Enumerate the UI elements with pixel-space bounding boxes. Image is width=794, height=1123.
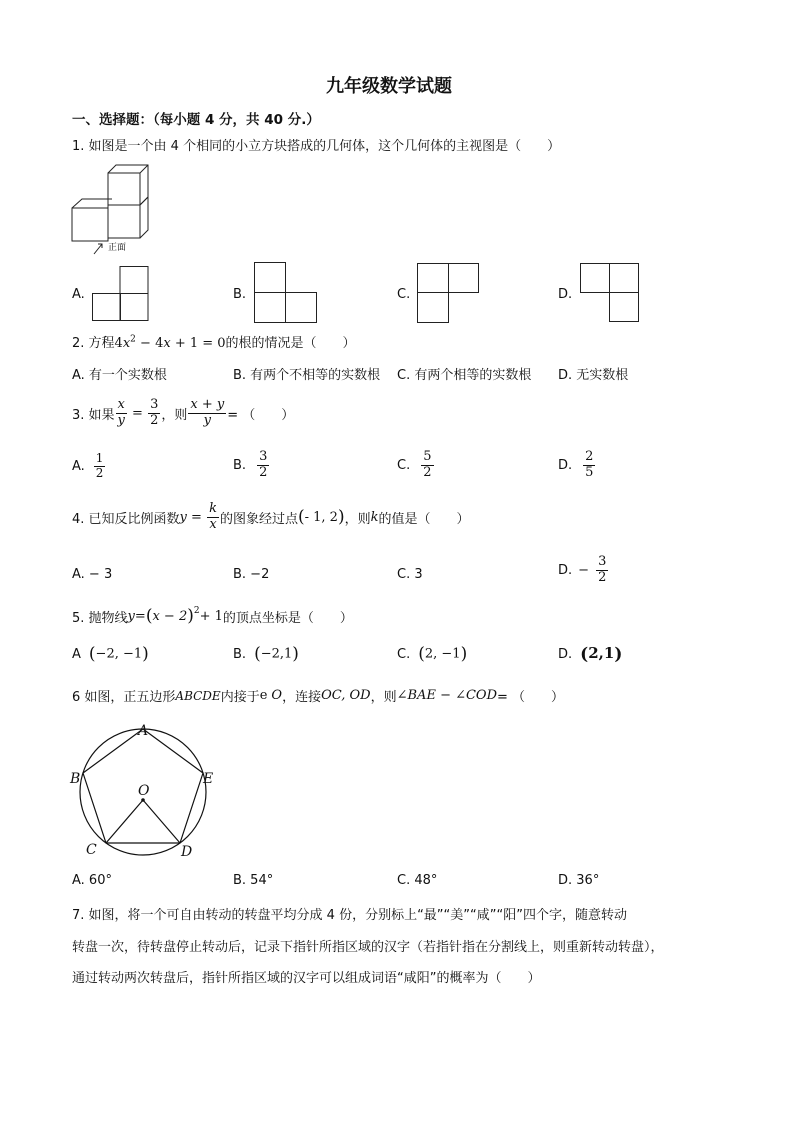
q5-eq-equals: = [134, 608, 146, 624]
question-3-stem: 3. 如果 $\frac{x}{y}$ = $\frac{3}{2}$ ，则 $\frac{x + y}{y}$ = （ ） [72, 397, 295, 428]
q5-option-d-label: D. [558, 646, 573, 662]
q3-f3-den: y [203, 412, 211, 428]
q1-option-b-label: B. [233, 287, 247, 302]
q6-pentagon: ABCDE [175, 688, 221, 703]
q5-suffix: 的顶点坐标是（ ） [222, 610, 353, 626]
q4-option-d [558, 555, 609, 586]
question-7-line-1: 7. 如图，将一个可自由转动的转盘平均分成 4 份，分别标上“最”“美”“咸”“阳”四个字，随意转动 [72, 908, 627, 923]
question-7-line-3: 通过转动两次转盘后，指针所指区域的汉字可以组成词语“咸阳”的概率为（ ） [72, 971, 541, 986]
q3-f3-num: x + y [190, 397, 225, 412]
q3-f1-den: y [117, 412, 125, 428]
q5-option-b-value: −2,1 [260, 646, 293, 662]
q5-option-a-label: A [72, 646, 81, 662]
q4-k: k [370, 509, 379, 525]
q6-expression: ∠BAE − ∠COD [396, 688, 498, 703]
q6-point-o: O [138, 783, 150, 799]
q2-eq-var1: x [122, 336, 131, 351]
q3-option-b-fraction [257, 450, 269, 481]
question-2-stem [72, 332, 356, 351]
q2-option-b: B. 有两个不相等的实数根 [233, 368, 381, 383]
q3-f1-num: x [117, 397, 125, 412]
q6-pentagon-figure [68, 720, 228, 868]
q3-ob-den: 2 [259, 464, 268, 480]
q3-oc-num: 5 [423, 449, 432, 464]
q5-eq-inner: x − 2 [152, 608, 188, 624]
q3-oc-den: 2 [423, 464, 432, 480]
q3-option-c-fraction [421, 450, 433, 481]
q2-option-a: A. 有一个实数根 [72, 368, 167, 383]
q2-option-c: C. 有两个相等的实数根 [397, 368, 532, 383]
q6-mid3: ，则 [370, 690, 397, 705]
q5-option-c-value: 2, −1 [424, 646, 461, 662]
q2-eq-exp: 2 [130, 334, 136, 345]
q1-front-label: 正面 [108, 243, 127, 253]
q1-option-c-label: C. [397, 287, 411, 302]
q3-fraction-xy [116, 398, 127, 429]
q4-point: - 1, 2 [304, 509, 338, 525]
q5-eq-plus: + 1 [199, 608, 223, 624]
question-5-stem: 5. 抛物线 y = ( x − 2 ) $^2$ + 1 的顶点坐标是（ ） [72, 606, 353, 626]
q4-option-d-label: D. [558, 562, 573, 578]
q4-option-c: C. 3 [397, 567, 423, 582]
q3-option-b [233, 450, 270, 481]
q5-eq-exp: 2 [193, 606, 200, 616]
q3-option-a-label: A. [72, 458, 85, 474]
q5-option-b-label: B. [233, 646, 247, 662]
q6-option-d: D. 36° [558, 873, 600, 888]
q3-oa-den: 2 [95, 465, 104, 480]
q5-option-a-value: −2, −1 [95, 646, 143, 662]
q1-option-b-figure [254, 262, 318, 324]
q3-option-a-fraction [94, 452, 106, 481]
q3-oa-num: 1 [95, 451, 104, 465]
question-7-line-2: 转盘一次，待转盘停止转动后，记录下指针所指区域的汉字（若指针指在分割线上，则重新转动转盘）， [72, 940, 664, 955]
question-4-stem: 4. 已知反比例函数 y = $\frac{k}{x}$ 的图象经过点 ( - 1, 2 ) ，则 k 的值是（ ） [72, 501, 470, 532]
q4-suffix: 的值是（ ） [378, 511, 470, 527]
q6-mid2: ，连接 [282, 690, 322, 705]
q5-option-c-label: C. [397, 646, 411, 662]
q3-fraction-sum [188, 398, 226, 429]
q4-option-a: A. − 3 [72, 567, 113, 582]
q3-f2-num: 3 [150, 397, 159, 412]
q4-option-b: B. −2 [233, 567, 270, 582]
q2-prefix: 2. 方程 [72, 336, 115, 351]
q3-option-c-label: C. [397, 457, 411, 473]
q4-mid1: 的图象经过点 [219, 511, 298, 527]
q1-option-d-figure [580, 263, 642, 325]
q2-eq-var2: x [163, 336, 171, 351]
q5-option-b: B. (−2,1) [233, 644, 299, 664]
q6-circle-symbol: e [259, 688, 268, 703]
q6-mid1: 内接于 [220, 690, 260, 705]
q3-option-c [397, 450, 435, 481]
question-1-stem: 1. 如图是一个由 4 个相同的小立方块搭成的几何体，这个几何体的主视图是（ ） [72, 139, 561, 154]
page-title: 九年级数学试题 [326, 76, 452, 97]
q6-point-a: A [138, 723, 149, 739]
q1-option-d-label: D. [558, 287, 573, 302]
q4-y: y [179, 509, 187, 525]
q3-fraction-32 [148, 398, 160, 429]
q1-option-c-figure [417, 263, 481, 325]
q5-prefix: 5. 抛物线 [72, 610, 128, 626]
q6-suffix: = （ ） [497, 690, 565, 705]
q4-f-num: k [209, 501, 217, 516]
q4-f-den: x [209, 516, 217, 532]
section-heading: 一、选择题：（每小题 4 分，共 40 分.） [72, 112, 320, 128]
q3-option-a [72, 452, 106, 481]
q1-option-a-figure [92, 266, 152, 322]
q6-circle-o: O [271, 688, 283, 703]
q4-prefix: 4. 已知反比例函数 [72, 511, 180, 527]
q5-option-a: A (−2, −1) [72, 644, 149, 664]
q4-od-den: 2 [598, 569, 607, 585]
q2-suffix: 的根的情况是（ ） [225, 336, 356, 351]
q6-option-a: A. 60° [72, 873, 112, 888]
q4-option-d-sign: − [578, 562, 590, 578]
q2-eq-mid: − 4 [135, 336, 164, 351]
q3-ob-num: 3 [259, 449, 268, 464]
q6-point-c: C [86, 842, 97, 858]
q4-mid2: ，则 [344, 511, 371, 527]
q5-eq-y: y [127, 608, 135, 624]
q5-option-d-value: 2,1 [588, 644, 615, 662]
q6-prefix: 6 如图，正五边形 [72, 690, 176, 705]
q3-suffix: = （ ） [227, 407, 295, 423]
q4-fraction-kx [207, 502, 219, 533]
q2-option-d: D. 无实数根 [558, 368, 629, 383]
q3-prefix: 3. 如果 [72, 407, 115, 423]
q6-option-b: B. 54° [233, 873, 274, 888]
q3-od-num: 2 [585, 449, 594, 464]
q2-eq-end: + 1 = 0 [170, 336, 226, 351]
q5-option-c: C. (2, −1) [397, 644, 468, 664]
q3-option-d-label: D. [558, 457, 573, 473]
q5-option-d: D. (2,1) [558, 644, 623, 665]
q2-eq-coef: 4 [114, 336, 123, 351]
q6-point-e: E [203, 771, 214, 787]
q1-option-a-label: A. [72, 287, 85, 302]
q4-od-num: 3 [598, 554, 607, 569]
q4-option-d-fraction [596, 555, 608, 586]
q3-option-d [558, 450, 596, 481]
q3-f2-den: 2 [150, 412, 159, 428]
q3-od-den: 5 [585, 464, 594, 480]
q3-option-b-label: B. [233, 457, 247, 473]
question-6-stem [72, 686, 564, 705]
q6-segments: OC, OD [321, 688, 371, 703]
q3-option-d-fraction [583, 450, 595, 481]
q6-option-c: C. 48° [397, 873, 438, 888]
q3-mid: ，则 [161, 407, 188, 423]
q6-point-d: D [181, 844, 193, 860]
q6-point-b: B [70, 771, 81, 787]
